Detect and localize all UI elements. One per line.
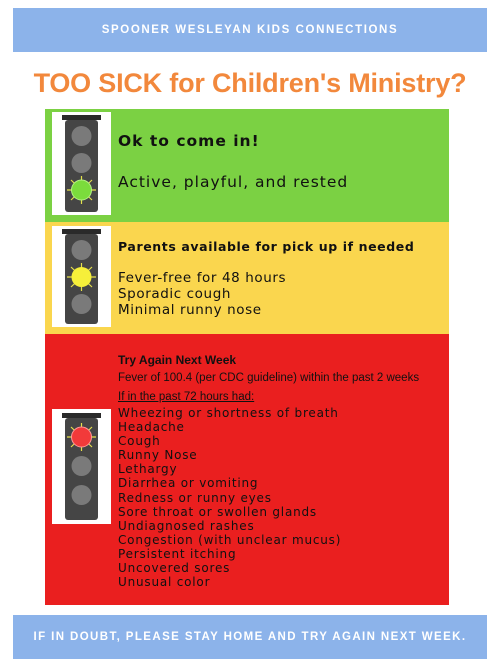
red-subheading: If in the past 72 hours had: (118, 391, 255, 403)
yellow-panel (45, 222, 449, 334)
list-item: Diarrhea or vomiting (118, 476, 259, 491)
bottom-banner (13, 615, 487, 659)
list-item: Uncovered sores (118, 561, 231, 576)
yellow-list (118, 270, 286, 318)
list-item: Wheezing or shortness of breath (118, 406, 339, 420)
page-title: TOO SICK for Children's Ministry? (33, 68, 467, 98)
list-item: Lethargy (118, 462, 178, 477)
top-banner-text: SPOONER WESLEYAN KIDS CONNECTIONS (101, 24, 399, 36)
list-item: Minimal runny nose (118, 302, 262, 318)
red-heading: Try Again Next Week (118, 353, 237, 367)
list-item: Unusual color (118, 575, 211, 590)
traffic-light-yellow-icon (52, 226, 111, 327)
list-item: Redness or runny eyes (118, 490, 272, 505)
traffic-light-green-icon (52, 112, 111, 215)
list-item: Fever-free for 48 hours (118, 270, 287, 286)
green-body: Active, playful, and rested (118, 173, 349, 191)
list-item: Congestion (with unclear mucus) (118, 532, 342, 547)
green-heading: Ok to come in! (118, 132, 260, 150)
list-item: Sporadic cough (118, 286, 232, 302)
list-item: Sore throat or swollen glands (118, 504, 317, 519)
bottom-banner-text: IF IN DOUBT, PLEASE STAY HOME AND TRY AGAIN NEXT WEEK. (33, 631, 467, 643)
list-item: Headache (118, 420, 185, 435)
traffic-light-red-icon (52, 409, 111, 524)
list-item: Undiagnosed rashes (118, 518, 255, 533)
red-panel (45, 334, 449, 605)
top-banner (13, 8, 487, 52)
list-item: Runny Nose (118, 448, 198, 463)
list-item: Cough (118, 434, 161, 449)
green-panel (45, 109, 449, 222)
red-list (118, 406, 341, 589)
list-item: Persistent itching (118, 546, 237, 561)
yellow-heading: Parents available for pick up if needed (118, 239, 415, 254)
red-fever: Fever of 100.4 (per CDC guideline) within the past 2 weeks (118, 372, 420, 384)
